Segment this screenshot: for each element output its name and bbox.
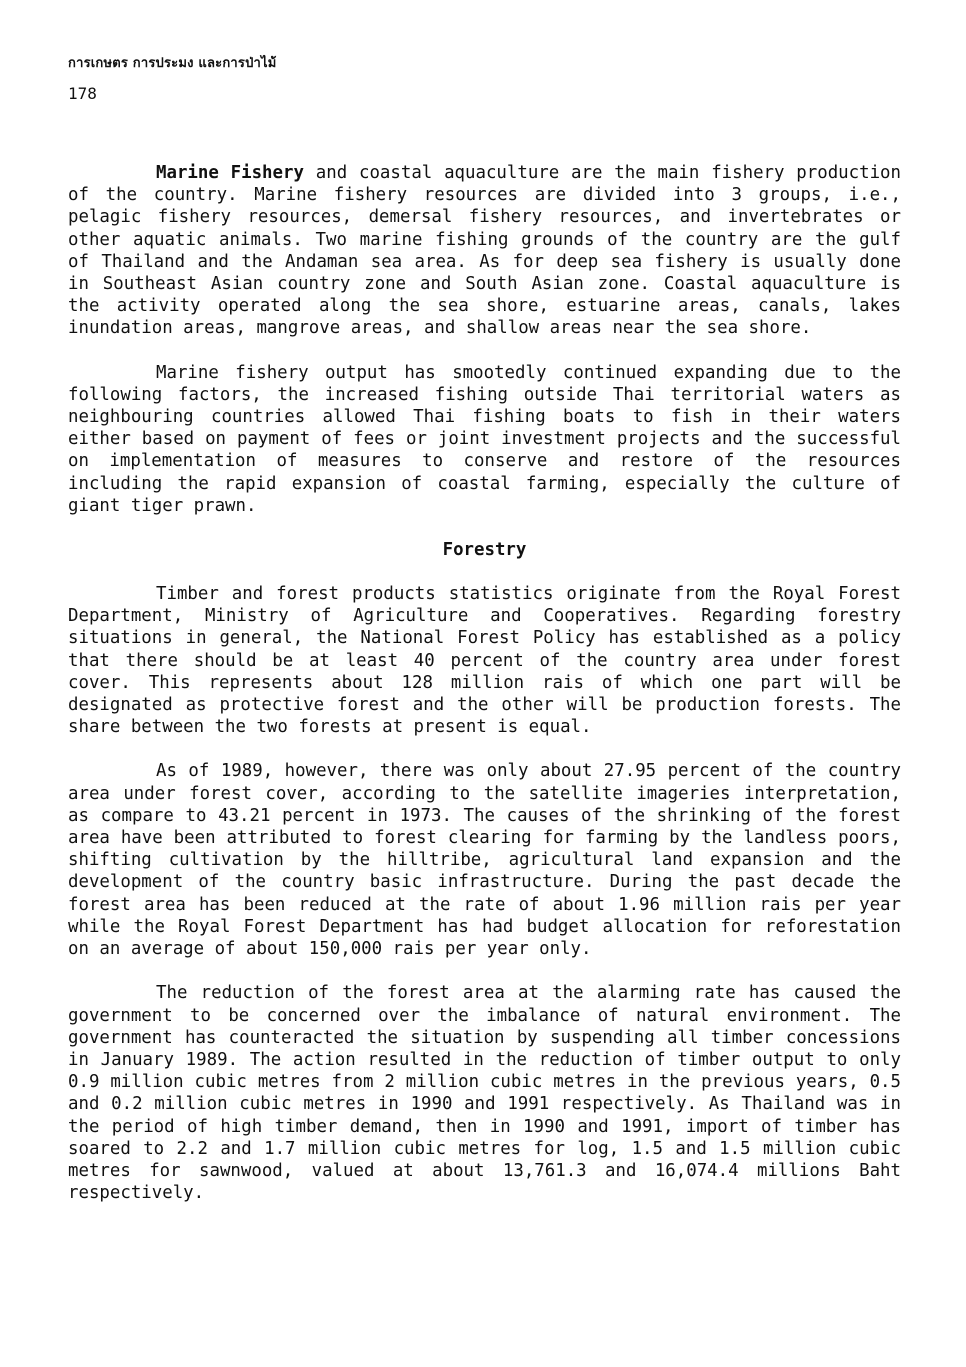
- paragraph-fishery-output: Marine fishery output has smootedly continued expanding due to the following factors, the increased fishing outside Thai territorial waters as neighbouring countries allowed Thai fishing boats to fish in their waters either based on payment of fees or joint investment projects and the successful on implementation of measures to conserve and restore of the resources including the rapid expansion of coastal farming, especially the culture of giant tiger prawn.: [68, 362, 901, 516]
- paragraph-lead-term: Marine Fishery: [156, 163, 304, 183]
- paragraph-timber-concessions: The reduction of the forest area at the alarming rate has caused the government to be concerned over the imbalance of natural environment. The government has counteracted the situation by suspending all timber concessions in January 1989. The action resulted in the reduction of timber output to only 0.9 million cubic metres from 2 million cubic metres in the previous years, 0.5 and 0.2 million cubic metres in 1990 and 1991 respectively. As Thailand was in the period of high timber demand, then in 1990 and 1991, import of timber has soared to 2.2 and 1.7 million cubic metres for log, 1.5 and 1.5 million cubic metres for sawnwood, valued at about 13,761.3 and 16,074.4 millions Baht respectively.: [68, 983, 901, 1204]
- paragraph-marine-fishery: [68, 162, 901, 340]
- page-number: 178: [68, 84, 97, 103]
- paragraph-forest-policy: Timber and forest products statistics originate from the Royal Forest Department, Ministry of Agriculture and Cooperatives. Regarding forestry situations in general, the National Forest Policy has established as a policy that there should be at least 40 percent of the country area under forest cover. This represents about 128 million rais of which one part will be designated as protective forest and the other will be production forests. The share between the two forests at present is equal.: [68, 584, 901, 738]
- running-title: การเกษตร การประมง และการป่าไม้: [68, 56, 277, 71]
- section-heading-forestry: Forestry: [442, 540, 527, 561]
- paragraph-text: and coastal aquaculture are the main fishery production of the country. Marine fishery resources are divided into 3 groups, i.e., pelagic fishery resources, demersal fishery resources, and invertebrates or other aquatic animals. Two marine fishing grounds of the country are the gulf of Thailand and the Andaman sea area. As for deep sea fishery is usually done in Southeast Asian country zone and South Asian zone. Coastal aquaculture is the activity operated along the sea shore, estuarine areas, canals, lakes inundation areas, mangrove areas, and shallow areas near the sea shore.: [68, 163, 901, 339]
- document-body: [68, 162, 901, 1204]
- paragraph-forest-cover: As of 1989, however, there was only about 27.95 percent of the country area under forest cover, according to the satellite imageries interpretation, as compare to 43.21 percent in 1973. The causes of the shrinking of the forest area have been attributed to forest clearing for farming by the landless poors, shifting cultivation by the hilltribe, agricultural land expansion and the development of the country basic infrastructure. During the past decade the forest area has been reduced at the rate of about 1.96 million rais per year while the Royal Forest Department has had budget allocation for reforestation on an average of about 150,000 rais per year only.: [68, 761, 901, 960]
